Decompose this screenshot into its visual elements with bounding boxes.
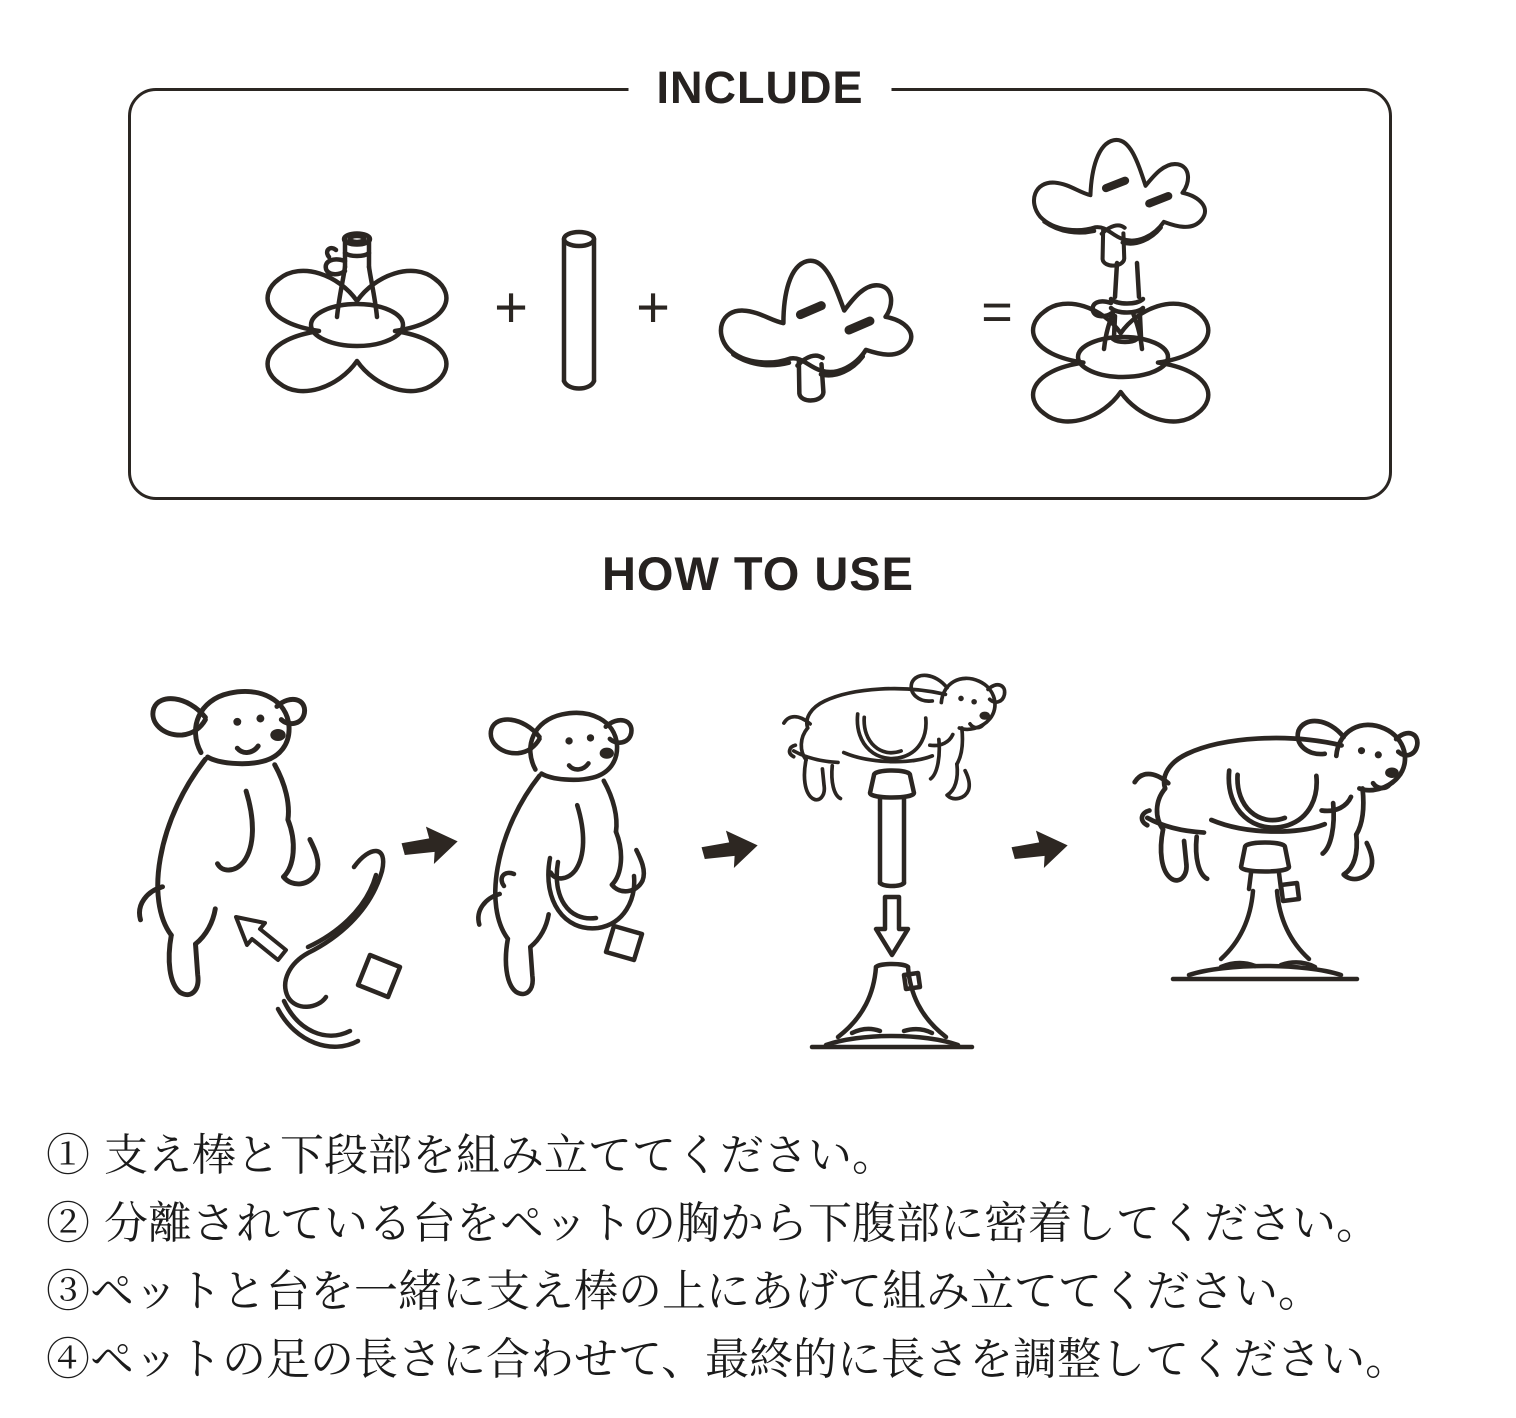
instruction-line-2: ② 分離されている台をペットの胸から下腹部に密着してください。: [46, 1198, 1380, 1249]
instruction-text-block: [46, 1122, 1409, 1394]
step1-illustration: [118, 655, 413, 1060]
slide-up-arrow-icon: [236, 917, 286, 960]
plus-sign: +: [636, 275, 670, 340]
step-arrow-icon: [700, 822, 766, 878]
assembled-stand-icon: [1011, 131, 1251, 451]
pole-part-icon: [546, 215, 612, 401]
step3-illustration: [768, 645, 1023, 1050]
saddle-part-icon: [681, 248, 949, 410]
step2-illustration: [462, 688, 687, 1023]
instruction-line-3: ③ペットと台を一緒に支え棒の上にあげて組み立ててください。: [46, 1266, 1322, 1317]
step-arrow-icon: [400, 818, 466, 874]
step4-illustration: [1085, 695, 1435, 1010]
instruction-line-4: ④ペットの足の長さに合わせて、最終的に長さを調整してください。: [46, 1334, 1410, 1385]
equals-sign: =: [981, 282, 1013, 342]
base-part-icon: [241, 211, 471, 411]
how-to-use-title: HOW TO USE: [601, 547, 915, 600]
insert-down-arrow-icon: [876, 897, 908, 955]
step-arrow-icon: [1010, 822, 1076, 878]
include-title: INCLUDE: [629, 59, 892, 118]
plus-sign: +: [494, 275, 528, 340]
include-section: [128, 62, 1392, 500]
instruction-line-1: ① 支え棒と下段部を組み立ててください。: [46, 1130, 896, 1181]
